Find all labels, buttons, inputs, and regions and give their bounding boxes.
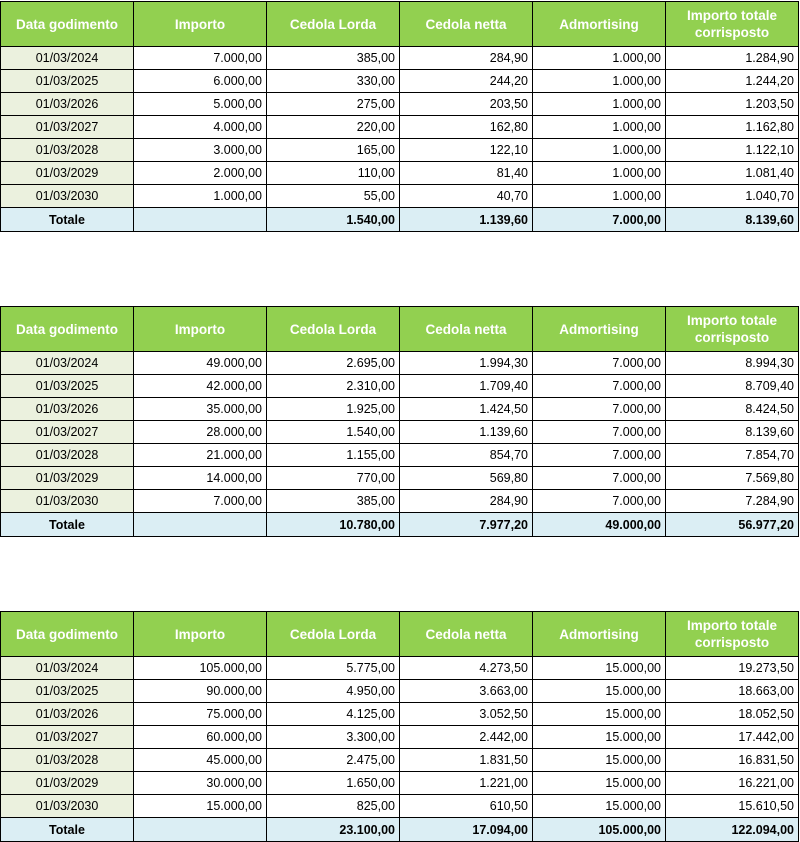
cell-cedola-lorda: 220,00 (267, 116, 400, 139)
cell-importo: 90.000,00 (134, 680, 267, 703)
cell-cedola-netta: 203,50 (400, 93, 533, 116)
cell-cedola-lorda: 330,00 (267, 70, 400, 93)
cell-cedola-netta: 1.709,40 (400, 375, 533, 398)
total-cedola-netta: 7.977,20 (400, 513, 533, 537)
cell-importo-totale: 7.284,90 (666, 490, 799, 513)
table-row (1, 139, 799, 162)
cell-cedola-lorda: 55,00 (267, 185, 400, 208)
cell-importo-totale: 15.610,50 (666, 795, 799, 818)
total-cedola-lorda: 1.540,00 (267, 208, 400, 232)
table-row (1, 772, 799, 795)
cell-date: 01/03/2025 (1, 680, 134, 703)
table-row (1, 749, 799, 772)
table-row (1, 185, 799, 208)
cell-date: 01/03/2030 (1, 490, 134, 513)
table-row (1, 93, 799, 116)
cell-date: 01/03/2029 (1, 467, 134, 490)
total-admortising: 105.000,00 (533, 818, 666, 842)
table-row (1, 467, 799, 490)
total-admortising: 7.000,00 (533, 208, 666, 232)
cell-importo-totale: 16.831,50 (666, 749, 799, 772)
cell-cedola-netta: 569,80 (400, 467, 533, 490)
header-importo: Importo (134, 612, 267, 657)
cell-date: 01/03/2026 (1, 703, 134, 726)
cell-importo-totale: 1.203,50 (666, 93, 799, 116)
table-row (1, 795, 799, 818)
table-row (1, 398, 799, 421)
header-row (1, 612, 799, 657)
cell-date: 01/03/2029 (1, 772, 134, 795)
cell-cedola-netta: 854,70 (400, 444, 533, 467)
cell-admortising: 15.000,00 (533, 680, 666, 703)
total-cedola-lorda: 23.100,00 (267, 818, 400, 842)
cell-date: 01/03/2027 (1, 726, 134, 749)
cell-admortising: 7.000,00 (533, 421, 666, 444)
cell-importo-totale: 8.709,40 (666, 375, 799, 398)
cell-date: 01/03/2025 (1, 375, 134, 398)
cell-importo: 14.000,00 (134, 467, 267, 490)
cell-importo-totale: 1.122,10 (666, 139, 799, 162)
cell-cedola-lorda: 1.650,00 (267, 772, 400, 795)
cell-cedola-lorda: 5.775,00 (267, 657, 400, 680)
table-row (1, 421, 799, 444)
cell-importo: 7.000,00 (134, 490, 267, 513)
header-cedola-netta: Cedola netta (400, 307, 533, 352)
amortization-table-2 (0, 306, 799, 537)
total-importo-totale: 122.094,00 (666, 818, 799, 842)
cell-admortising: 1.000,00 (533, 185, 666, 208)
cell-date: 01/03/2027 (1, 116, 134, 139)
header-cedola-netta: Cedola netta (400, 2, 533, 47)
cell-admortising: 7.000,00 (533, 490, 666, 513)
table-row (1, 703, 799, 726)
cell-admortising: 15.000,00 (533, 657, 666, 680)
cell-importo-totale: 8.424,50 (666, 398, 799, 421)
table-row (1, 116, 799, 139)
cell-importo: 42.000,00 (134, 375, 267, 398)
cell-importo: 5.000,00 (134, 93, 267, 116)
cell-admortising: 1.000,00 (533, 116, 666, 139)
total-cedola-netta: 17.094,00 (400, 818, 533, 842)
table-row (1, 375, 799, 398)
cell-cedola-netta: 3.052,50 (400, 703, 533, 726)
header-row (1, 307, 799, 352)
table-row (1, 490, 799, 513)
cell-importo: 3.000,00 (134, 139, 267, 162)
cell-importo-totale: 7.569,80 (666, 467, 799, 490)
cell-admortising: 1.000,00 (533, 162, 666, 185)
cell-admortising: 15.000,00 (533, 749, 666, 772)
cell-cedola-netta: 1.994,30 (400, 352, 533, 375)
cell-cedola-lorda: 1.540,00 (267, 421, 400, 444)
cell-importo-totale: 1.284,90 (666, 47, 799, 70)
cell-cedola-netta: 81,40 (400, 162, 533, 185)
cell-date: 01/03/2024 (1, 352, 134, 375)
cell-cedola-lorda: 2.310,00 (267, 375, 400, 398)
table-row (1, 444, 799, 467)
cell-admortising: 1.000,00 (533, 139, 666, 162)
header-admortising: Admortising (533, 2, 666, 47)
cell-importo: 105.000,00 (134, 657, 267, 680)
cell-date: 01/03/2030 (1, 185, 134, 208)
cell-admortising: 1.000,00 (533, 93, 666, 116)
header-data-godimento: Data godimento (1, 2, 134, 47)
cell-admortising: 1.000,00 (533, 47, 666, 70)
header-cedola-lorda: Cedola Lorda (267, 307, 400, 352)
table-row (1, 70, 799, 93)
cell-cedola-netta: 2.442,00 (400, 726, 533, 749)
table-row (1, 657, 799, 680)
cell-date: 01/03/2024 (1, 657, 134, 680)
cell-importo-totale: 18.663,00 (666, 680, 799, 703)
cell-cedola-lorda: 1.925,00 (267, 398, 400, 421)
cell-importo: 1.000,00 (134, 185, 267, 208)
cell-cedola-netta: 4.273,50 (400, 657, 533, 680)
cell-cedola-netta: 40,70 (400, 185, 533, 208)
cell-importo-totale: 1.081,40 (666, 162, 799, 185)
cell-cedola-lorda: 2.695,00 (267, 352, 400, 375)
header-data-godimento: Data godimento (1, 612, 134, 657)
header-admortising: Admortising (533, 612, 666, 657)
cell-admortising: 7.000,00 (533, 398, 666, 421)
header-data-godimento: Data godimento (1, 307, 134, 352)
total-label: Totale (1, 818, 134, 842)
header-cedola-lorda: Cedola Lorda (267, 2, 400, 47)
cell-importo: 60.000,00 (134, 726, 267, 749)
cell-date: 01/03/2025 (1, 70, 134, 93)
total-row (1, 208, 799, 232)
cell-cedola-lorda: 385,00 (267, 490, 400, 513)
cell-cedola-lorda: 4.125,00 (267, 703, 400, 726)
cell-admortising: 15.000,00 (533, 726, 666, 749)
cell-cedola-netta: 1.139,60 (400, 421, 533, 444)
cell-cedola-lorda: 4.950,00 (267, 680, 400, 703)
total-importo-totale: 56.977,20 (666, 513, 799, 537)
cell-admortising: 7.000,00 (533, 467, 666, 490)
header-importo-totale: Importo totale corrisposto (666, 307, 799, 352)
cell-date: 01/03/2030 (1, 795, 134, 818)
cell-cedola-lorda: 770,00 (267, 467, 400, 490)
cell-date: 01/03/2026 (1, 398, 134, 421)
cell-importo-totale: 16.221,00 (666, 772, 799, 795)
cell-cedola-netta: 162,80 (400, 116, 533, 139)
cell-cedola-netta: 284,90 (400, 47, 533, 70)
header-admortising: Admortising (533, 307, 666, 352)
header-cedola-lorda: Cedola Lorda (267, 612, 400, 657)
cell-cedola-lorda: 110,00 (267, 162, 400, 185)
cell-importo: 75.000,00 (134, 703, 267, 726)
cell-cedola-netta: 1.424,50 (400, 398, 533, 421)
total-cedola-netta: 1.139,60 (400, 208, 533, 232)
cell-cedola-lorda: 825,00 (267, 795, 400, 818)
cell-importo: 49.000,00 (134, 352, 267, 375)
total-admortising: 49.000,00 (533, 513, 666, 537)
cell-importo: 7.000,00 (134, 47, 267, 70)
cell-importo: 28.000,00 (134, 421, 267, 444)
cell-admortising: 7.000,00 (533, 444, 666, 467)
cell-date: 01/03/2026 (1, 93, 134, 116)
cell-date: 01/03/2028 (1, 749, 134, 772)
cell-importo-totale: 1.244,20 (666, 70, 799, 93)
total-label: Totale (1, 208, 134, 232)
cell-admortising: 7.000,00 (533, 352, 666, 375)
cell-importo: 6.000,00 (134, 70, 267, 93)
table-row (1, 726, 799, 749)
cell-importo-totale: 1.040,70 (666, 185, 799, 208)
cell-importo: 2.000,00 (134, 162, 267, 185)
cell-importo: 30.000,00 (134, 772, 267, 795)
table-row (1, 352, 799, 375)
cell-admortising: 1.000,00 (533, 70, 666, 93)
total-importo (134, 818, 267, 842)
cell-cedola-netta: 284,90 (400, 490, 533, 513)
header-cedola-netta: Cedola netta (400, 612, 533, 657)
total-cedola-lorda: 10.780,00 (267, 513, 400, 537)
cell-cedola-lorda: 275,00 (267, 93, 400, 116)
cell-cedola-netta: 122,10 (400, 139, 533, 162)
header-row (1, 2, 799, 47)
cell-date: 01/03/2029 (1, 162, 134, 185)
cell-cedola-lorda: 3.300,00 (267, 726, 400, 749)
cell-cedola-netta: 610,50 (400, 795, 533, 818)
amortization-table-1 (0, 1, 799, 232)
cell-importo-totale: 1.162,80 (666, 116, 799, 139)
cell-importo-totale: 17.442,00 (666, 726, 799, 749)
cell-importo: 45.000,00 (134, 749, 267, 772)
cell-importo: 21.000,00 (134, 444, 267, 467)
cell-admortising: 15.000,00 (533, 795, 666, 818)
total-importo (134, 513, 267, 537)
cell-importo-totale: 8.994,30 (666, 352, 799, 375)
table-row (1, 162, 799, 185)
cell-cedola-lorda: 2.475,00 (267, 749, 400, 772)
total-row (1, 818, 799, 842)
cell-importo: 4.000,00 (134, 116, 267, 139)
total-row (1, 513, 799, 537)
cell-cedola-netta: 3.663,00 (400, 680, 533, 703)
header-importo: Importo (134, 307, 267, 352)
header-importo-totale: Importo totale corrisposto (666, 612, 799, 657)
total-label: Totale (1, 513, 134, 537)
table-row (1, 680, 799, 703)
amortization-table-3 (0, 611, 799, 842)
cell-cedola-lorda: 1.155,00 (267, 444, 400, 467)
header-importo: Importo (134, 2, 267, 47)
total-importo (134, 208, 267, 232)
cell-date: 01/03/2028 (1, 444, 134, 467)
table-row (1, 47, 799, 70)
cell-cedola-lorda: 385,00 (267, 47, 400, 70)
cell-importo-totale: 19.273,50 (666, 657, 799, 680)
cell-importo: 35.000,00 (134, 398, 267, 421)
cell-importo-totale: 18.052,50 (666, 703, 799, 726)
cell-cedola-netta: 1.221,00 (400, 772, 533, 795)
cell-admortising: 15.000,00 (533, 703, 666, 726)
cell-cedola-netta: 1.831,50 (400, 749, 533, 772)
cell-importo: 15.000,00 (134, 795, 267, 818)
cell-date: 01/03/2027 (1, 421, 134, 444)
cell-admortising: 15.000,00 (533, 772, 666, 795)
cell-cedola-netta: 244,20 (400, 70, 533, 93)
cell-date: 01/03/2028 (1, 139, 134, 162)
header-importo-totale: Importo totale corrisposto (666, 2, 799, 47)
total-importo-totale: 8.139,60 (666, 208, 799, 232)
cell-importo-totale: 8.139,60 (666, 421, 799, 444)
cell-importo-totale: 7.854,70 (666, 444, 799, 467)
cell-cedola-lorda: 165,00 (267, 139, 400, 162)
cell-date: 01/03/2024 (1, 47, 134, 70)
cell-admortising: 7.000,00 (533, 375, 666, 398)
